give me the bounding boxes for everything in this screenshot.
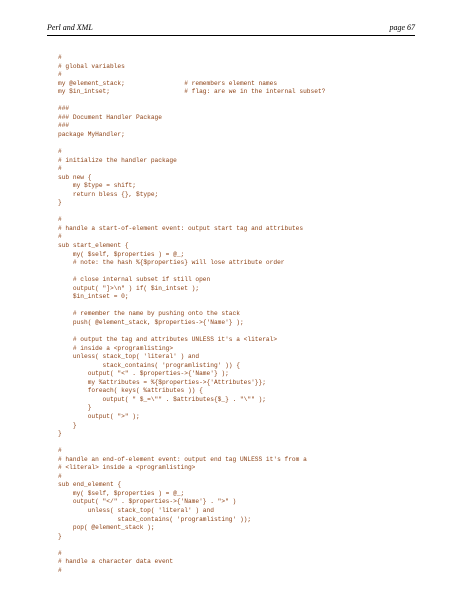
code-line: #	[58, 216, 62, 224]
code-line: sub new {	[58, 173, 92, 181]
code-line: #	[58, 165, 62, 173]
code-line: # output the tag and attributes UNLESS it's a <literal>	[58, 336, 278, 344]
code-line: my @element_stack; # remembers element names	[58, 79, 278, 87]
code-line: ###	[58, 105, 70, 113]
code-line: }	[58, 430, 62, 438]
code-line: output( "</" . $properties->{'Name'} . ">" )	[58, 498, 237, 506]
code-line: # note: the hash %{$properties} will lose attribute order	[58, 259, 285, 267]
code-line	[58, 139, 325, 148]
code-line: #	[58, 148, 62, 156]
code-line: output( "<" . $properties->{'Name'} );	[58, 370, 229, 378]
code-line: return bless {}, $type;	[58, 190, 159, 198]
code-line: # inside a <programlisting>	[58, 344, 174, 352]
code-line: # handle a start-of-element event: output start tag and attributes	[58, 224, 304, 232]
code-line: stack_contains( 'programlisting' ));	[58, 515, 252, 523]
code-line	[58, 439, 325, 448]
code-line: # initialize the handler package	[58, 156, 177, 164]
code-line: }	[58, 199, 62, 207]
code-line: ###	[58, 122, 70, 130]
code-line: unless( stack_top( 'literal' ) and	[58, 506, 214, 514]
code-line: # handle an end-of-element event: output end tag UNLESS it's from a	[58, 455, 307, 463]
code-line: # <literal> inside a <programlisting>	[58, 464, 196, 472]
code-line: #	[58, 233, 62, 241]
code-line	[58, 541, 325, 550]
code-line: my( $self, $properties ) = @_;	[58, 489, 185, 497]
code-line: #	[58, 447, 62, 455]
code-line: # global variables	[58, 62, 125, 70]
code-line: #	[58, 566, 62, 574]
code-line: # handle a character data event	[58, 558, 174, 566]
code-line: unless( stack_top( 'literal' ) and	[58, 353, 200, 361]
code-line: #	[58, 71, 62, 79]
code-listing	[58, 54, 325, 575]
code-line: output( ">" );	[58, 412, 140, 420]
code-line: # remember the name by pushing onto the stack	[58, 310, 240, 318]
code-line	[58, 97, 325, 106]
code-line: stack_contains( 'programlisting' )) {	[58, 361, 240, 369]
code-line: pop( @element_stack );	[58, 524, 155, 532]
code-line: push( @element_stack, $properties->{'Name'} );	[58, 318, 244, 326]
code-line: foreach( keys( %attributes )) {	[58, 387, 203, 395]
code-line: #	[58, 549, 62, 557]
code-line: $in_intset = 0;	[58, 293, 129, 301]
code-line: }	[58, 421, 77, 429]
code-line: package MyHandler;	[58, 130, 125, 138]
code-line: #	[58, 472, 62, 480]
code-line: ### Document Handler Package	[58, 113, 162, 121]
code-line: output( "]>\n" ) if( $in_intset );	[58, 284, 200, 292]
code-line: my( $self, $properties ) = @_;	[58, 250, 185, 258]
code-line: sub start_element {	[58, 242, 129, 250]
code-line: # close internal subset if still open	[58, 276, 211, 284]
code-line: my %attributes = %{$properties->{'Attributes'}};	[58, 378, 266, 386]
page-header	[47, 23, 415, 36]
code-line: #	[58, 54, 62, 61]
code-line: output( " $_=\"" . $attributes{$_} . "\"" );	[58, 395, 266, 403]
running-title: Perl and XML	[47, 23, 93, 32]
code-line	[58, 268, 325, 277]
code-line: }	[58, 532, 62, 540]
code-line: sub end_element {	[58, 481, 122, 489]
code-line	[58, 328, 325, 337]
code-line: }	[58, 404, 92, 412]
code-line: my $in_intset; # flag: are we in the internal subset?	[58, 88, 326, 96]
code-line	[58, 208, 325, 217]
page-number: page 67	[389, 23, 415, 32]
code-line	[58, 302, 325, 311]
code-line: my $type = shift;	[58, 182, 136, 190]
